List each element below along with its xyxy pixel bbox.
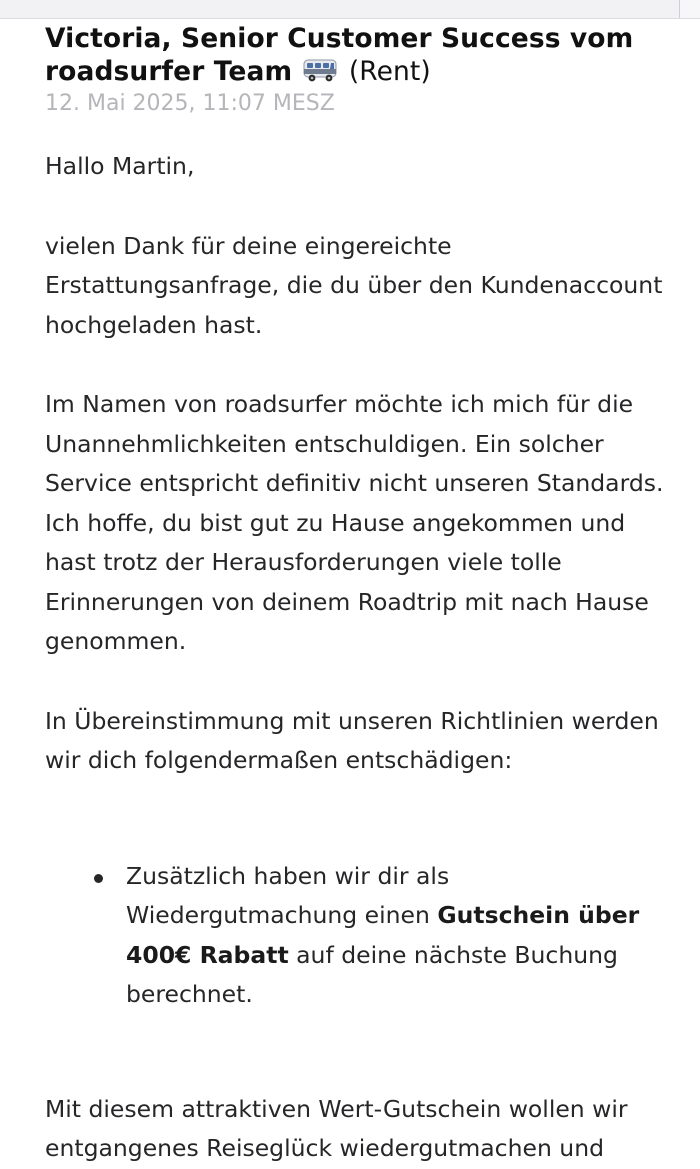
top-edge-marker xyxy=(679,0,700,18)
paragraph-closing: Mit diesem attraktiven Wert-Gutschein wollen wir entgangenes Reiseglück wiedergutmachen und xyxy=(45,1094,628,1162)
compensation-list xyxy=(45,857,675,1015)
voucher-amount: Gutschein über 400€ Rabatt xyxy=(126,901,640,969)
voucher-text-after: auf deine nächste Buchung berechnet. xyxy=(126,940,618,1008)
list-item xyxy=(126,857,646,1015)
camper-van-icon xyxy=(303,57,337,83)
bullet-dot xyxy=(94,874,103,883)
sender-suffix: (Rent) xyxy=(348,56,431,87)
voucher-text-before: Zusätzlich haben wir dir als Wiedergutmachung einen xyxy=(126,861,450,929)
email-body xyxy=(45,147,675,1169)
email-view xyxy=(45,22,675,1169)
paragraph-apology: Im Namen von roadsurfer möchte ich mich für die Unannehmlichkeiten entschuldigen. Ein solcher Service entspricht definitiv nicht unseren Standards. Ich hoffe, du bist gut zu Hause angekommen und hast trotz der Herausforderungen viele tolle Erinnerungen von deinem Roadtrip mit nach Hause genommen. xyxy=(45,390,664,655)
paragraph-thanks: vielen Dank für deine eingereichte Erstattungsanfrage, die du über den Kundenaccount hochgeladen hast. xyxy=(45,231,663,339)
greeting: Hallo Martin, xyxy=(45,152,195,180)
sender-name: Victoria, Senior Customer Success vom roadsurfer Team xyxy=(45,23,634,87)
email-date: 12. Mai 2025, 11:07 MESZ xyxy=(45,91,335,116)
sender-header xyxy=(45,22,675,88)
top-edge xyxy=(0,0,700,19)
paragraph-compensation-intro: In Übereinstimmung mit unseren Richtlinien werden wir dich folgendermaßen entschädigen: xyxy=(45,706,659,774)
